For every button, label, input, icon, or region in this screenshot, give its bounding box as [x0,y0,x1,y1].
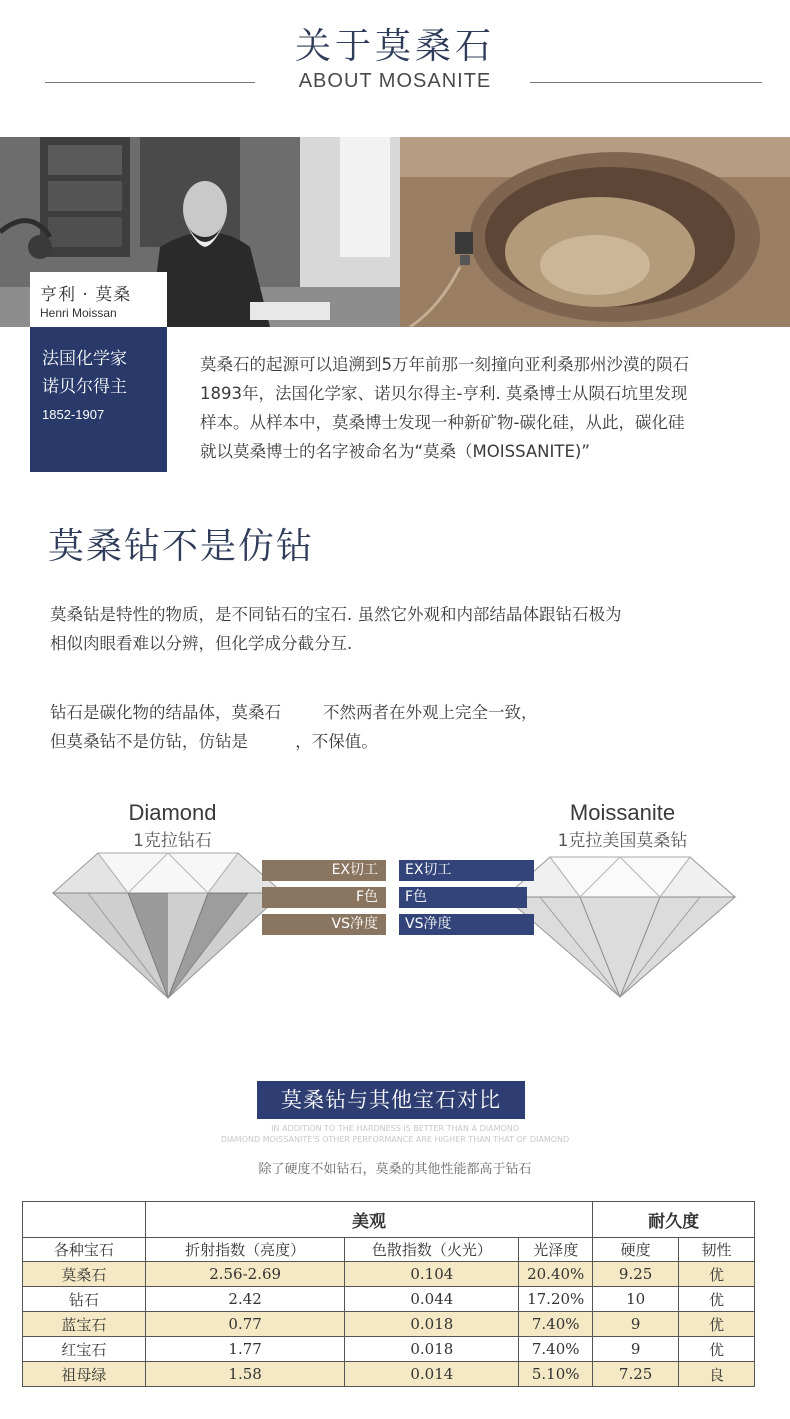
moissanite-title: Moissanite [569,800,676,825]
luster-cell: 17.20% [519,1287,593,1312]
dispersion-cell: 0.018 [345,1337,519,1362]
luster-cell: 7.40% [519,1337,593,1362]
hardness-cell: 7.25 [593,1362,679,1387]
luster-cell: 7.40% [519,1312,593,1337]
section-paragraph-2 [50,698,750,756]
section-paragraph-1 [50,600,750,658]
moissanite-gem-image [500,852,740,1006]
toughness-cell: 优 [679,1312,755,1337]
meteor-crater-photo [400,137,790,327]
fine-print-line: DIAMOND MOISSANITE'S OTHER PERFORMANCE ARE HIGHER THAN THAT OF DIAMOND [220,1135,570,1144]
bio-years: 1852-1907 [42,407,105,422]
bio-award: 诺贝尔得主 [42,377,127,397]
portrait-name-cn: 亨利 · 莫桑 [40,285,132,305]
bio-box [30,327,167,472]
fine-print-line: IN ADDITION TO THE HARDNESS IS BETTER THAN A DIAMOND [271,1124,519,1133]
page-subtitle: ABOUT MOSANITE [298,70,492,92]
diamond-clarity-bar: VS净度 [262,914,386,935]
section-title: 莫桑钻不是仿钻 [48,526,315,567]
hardness-cell: 9 [593,1337,679,1362]
table-row [23,1337,755,1362]
table-group-header-row [23,1202,755,1238]
group-header-beauty: 美观 [145,1202,592,1238]
table-row [23,1262,755,1287]
refraction-cell: 1.58 [145,1362,345,1387]
toughness-cell: 优 [679,1287,755,1312]
table-row [23,1312,755,1337]
table-header-blank [23,1202,146,1238]
table-row [23,1362,755,1387]
diamond-subtitle: 1克拉钻石 [133,831,212,851]
column-header: 硬度 [593,1238,679,1262]
gem-name-cell: 莫桑石 [23,1262,146,1287]
diamond-color-bar: F色 [262,887,386,908]
hardness-cell: 10 [593,1287,679,1312]
intro-line: 莫桑石的起源可以追溯到5万年前那一刻撞向亚利桑那州沙漠的陨石 [200,355,689,374]
dispersion-cell: 0.044 [345,1287,519,1312]
bio-role: 法国化学家 [42,349,127,369]
refraction-cell: 2.56-2.69 [145,1262,345,1287]
toughness-cell: 良 [679,1362,755,1387]
moissanite-subtitle: 1克拉美国莫桑钻 [557,831,688,851]
refraction-cell: 2.42 [145,1287,345,1312]
paragraph-line: 但莫桑钻不是仿钻，仿钻是 ，不保值。 [50,732,378,751]
refraction-cell: 1.77 [145,1337,345,1362]
diamond-gem-image [48,848,288,1007]
hardness-cell: 9 [593,1312,679,1337]
intro-line: 样本。从样本中，莫桑博士发现一种新矿物-碳化硅，从此，碳化硅 [200,413,685,432]
column-header: 折射指数（亮度） [145,1238,345,1262]
moissanite-color-bar: F色 [399,887,527,908]
comparison-badge: 莫桑钻与其他宝石对比 [257,1081,525,1119]
table-header-row [23,1238,755,1262]
dispersion-cell: 0.014 [345,1362,519,1387]
intro-line: 1893年，法国化学家、诺贝尔得主-亨利. 莫桑博士从陨石坑里发现 [200,384,688,403]
moissanite-cut-bar: EX切工 [399,860,534,881]
table-row [23,1287,755,1312]
portrait-caption [30,272,167,328]
luster-cell: 20.40% [519,1262,593,1287]
toughness-cell: 优 [679,1262,755,1287]
paragraph-line: 莫桑钻是特性的物质，是不同钻石的宝石. 虽然它外观和内部结晶体跟钻石极为 [50,605,622,624]
column-header: 色散指数（火光） [345,1238,519,1262]
dispersion-cell: 0.018 [345,1312,519,1337]
paragraph-line: 钻石是碳化物的结晶体，莫桑石 不然两者在外观上完全一致， [50,703,538,722]
hardness-cell: 9.25 [593,1262,679,1287]
column-header: 光泽度 [519,1238,593,1262]
gem-name-cell: 祖母绿 [23,1362,146,1387]
gem-comparison-table [22,1201,755,1387]
page-title: 关于莫桑石 [294,26,495,67]
group-header-durability: 耐久度 [593,1202,755,1238]
intro-line: 就以莫桑博士的名字被命名为“莫桑（MOISSANITE)” [200,442,590,461]
comparison-note: 除了硬度不如钻石，莫桑的其他性能都高于钻石 [258,1162,532,1177]
gem-name-cell: 钻石 [23,1287,146,1312]
refraction-cell: 0.77 [145,1312,345,1337]
gem-name-cell: 红宝石 [23,1337,146,1362]
column-header: 韧性 [679,1238,755,1262]
column-header: 各种宝石 [23,1238,146,1262]
diamond-cut-bar: EX切工 [262,860,386,881]
diamond-title: Diamond [128,800,217,825]
dispersion-cell: 0.104 [345,1262,519,1287]
luster-cell: 5.10% [519,1362,593,1387]
intro-paragraph [200,350,760,466]
toughness-cell: 优 [679,1337,755,1362]
gem-name-cell: 蓝宝石 [23,1312,146,1337]
portrait-name-en: Henri Moissan [40,306,117,320]
moissanite-clarity-bar: VS净度 [399,914,534,935]
paragraph-line: 相似肉眼看难以分辨，但化学成分截分互. [50,634,353,653]
